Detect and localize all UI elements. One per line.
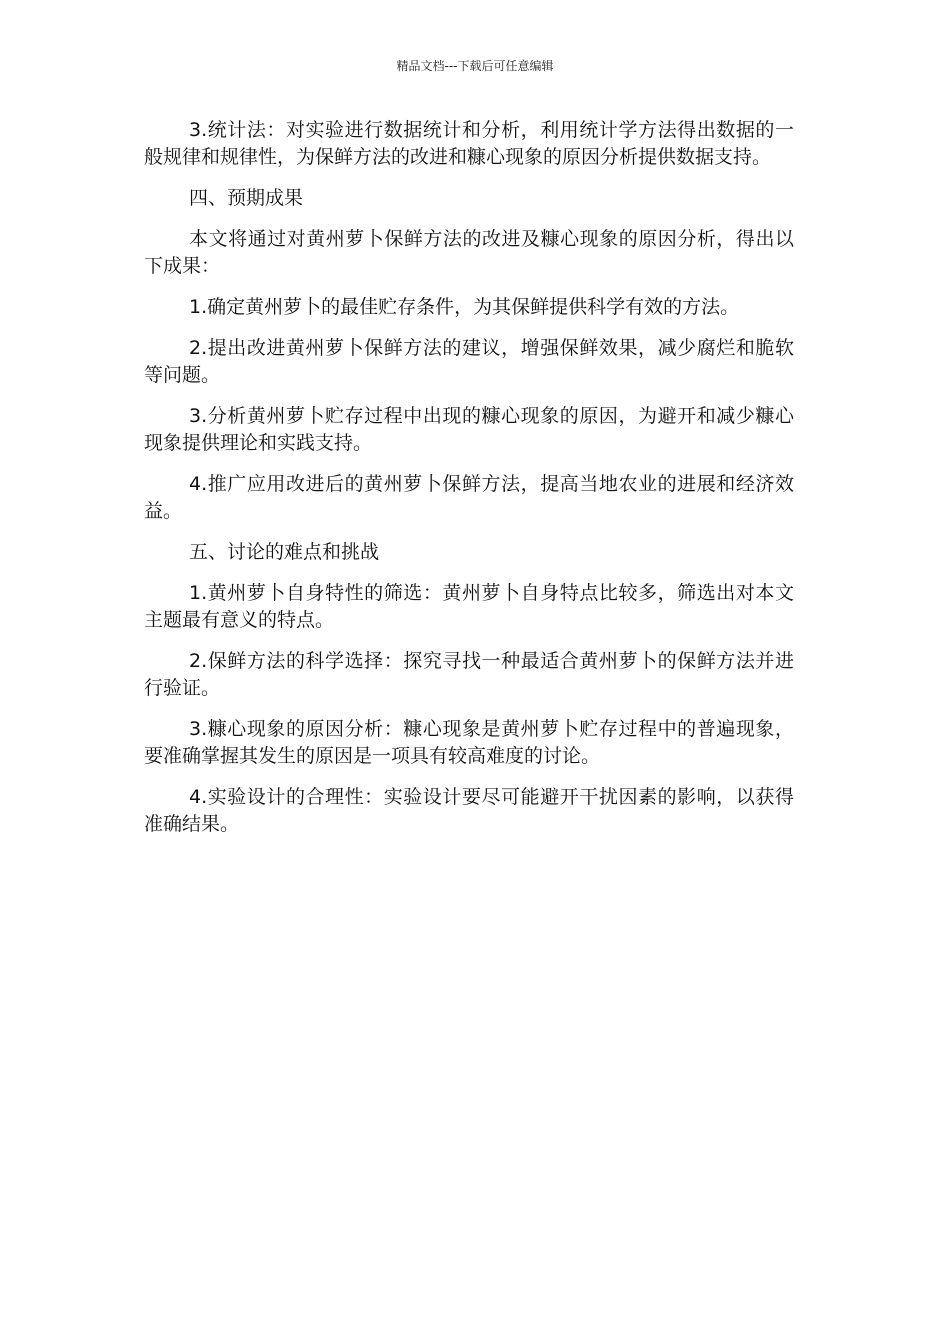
paragraph-difficulty-4: 4.实验设计的合理性：实验设计要尽可能避开干扰因素的影响，以获得准确结果。 (144, 786, 794, 835)
paragraph-method-statistics: 3.统计法：对实验进行数据统计和分析，利用统计学方法得出数据的一般规律和规律性，为保鲜方法的改进和糠心现象的原因分析提供数据支持。 (144, 119, 794, 168)
page-header: 精品文档---下载后可任意编辑 (396, 59, 554, 73)
document-body (144, 117, 794, 852)
paragraph-result-1: 1.确定黄州萝卜的最佳贮存条件，为其保鲜提供科学有效的方法。 (189, 296, 740, 318)
paragraph-difficulty-3: 3.糠心现象的原因分析：糠心现象是黄州萝卜贮存过程中的普遍现象，要准确掌握其发生的原因是一项具有较高难度的讨论。 (144, 718, 794, 767)
section-heading-difficulties: 五、讨论的难点和挑战 (189, 541, 380, 563)
paragraph-result-3: 3.分析黄州萝卜贮存过程中出现的糠心现象的原因，为避开和减少糠心现象提供理论和实践支持。 (144, 405, 794, 454)
paragraph-difficulty-2: 2.保鲜方法的科学选择：探究寻找一种最适合黄州萝卜的保鲜方法并进行验证。 (144, 650, 794, 699)
paragraph-result-2: 2.提出改进黄州萝卜保鲜方法的建议，增强保鲜效果，减少腐烂和脆软等问题。 (144, 337, 794, 386)
paragraph-results-intro: 本文将通过对黄州萝卜保鲜方法的改进及糠心现象的原因分析，得出以下成果： (144, 228, 794, 277)
paragraph-result-4: 4.推广应用改进后的黄州萝卜保鲜方法，提高当地农业的进展和经济效益。 (144, 473, 794, 522)
section-heading-expected-results: 四、预期成果 (189, 187, 304, 209)
paragraph-difficulty-1: 1.黄州萝卜自身特性的筛选：黄州萝卜自身特点比较多，筛选出对本文主题最有意义的特点。 (144, 582, 794, 631)
